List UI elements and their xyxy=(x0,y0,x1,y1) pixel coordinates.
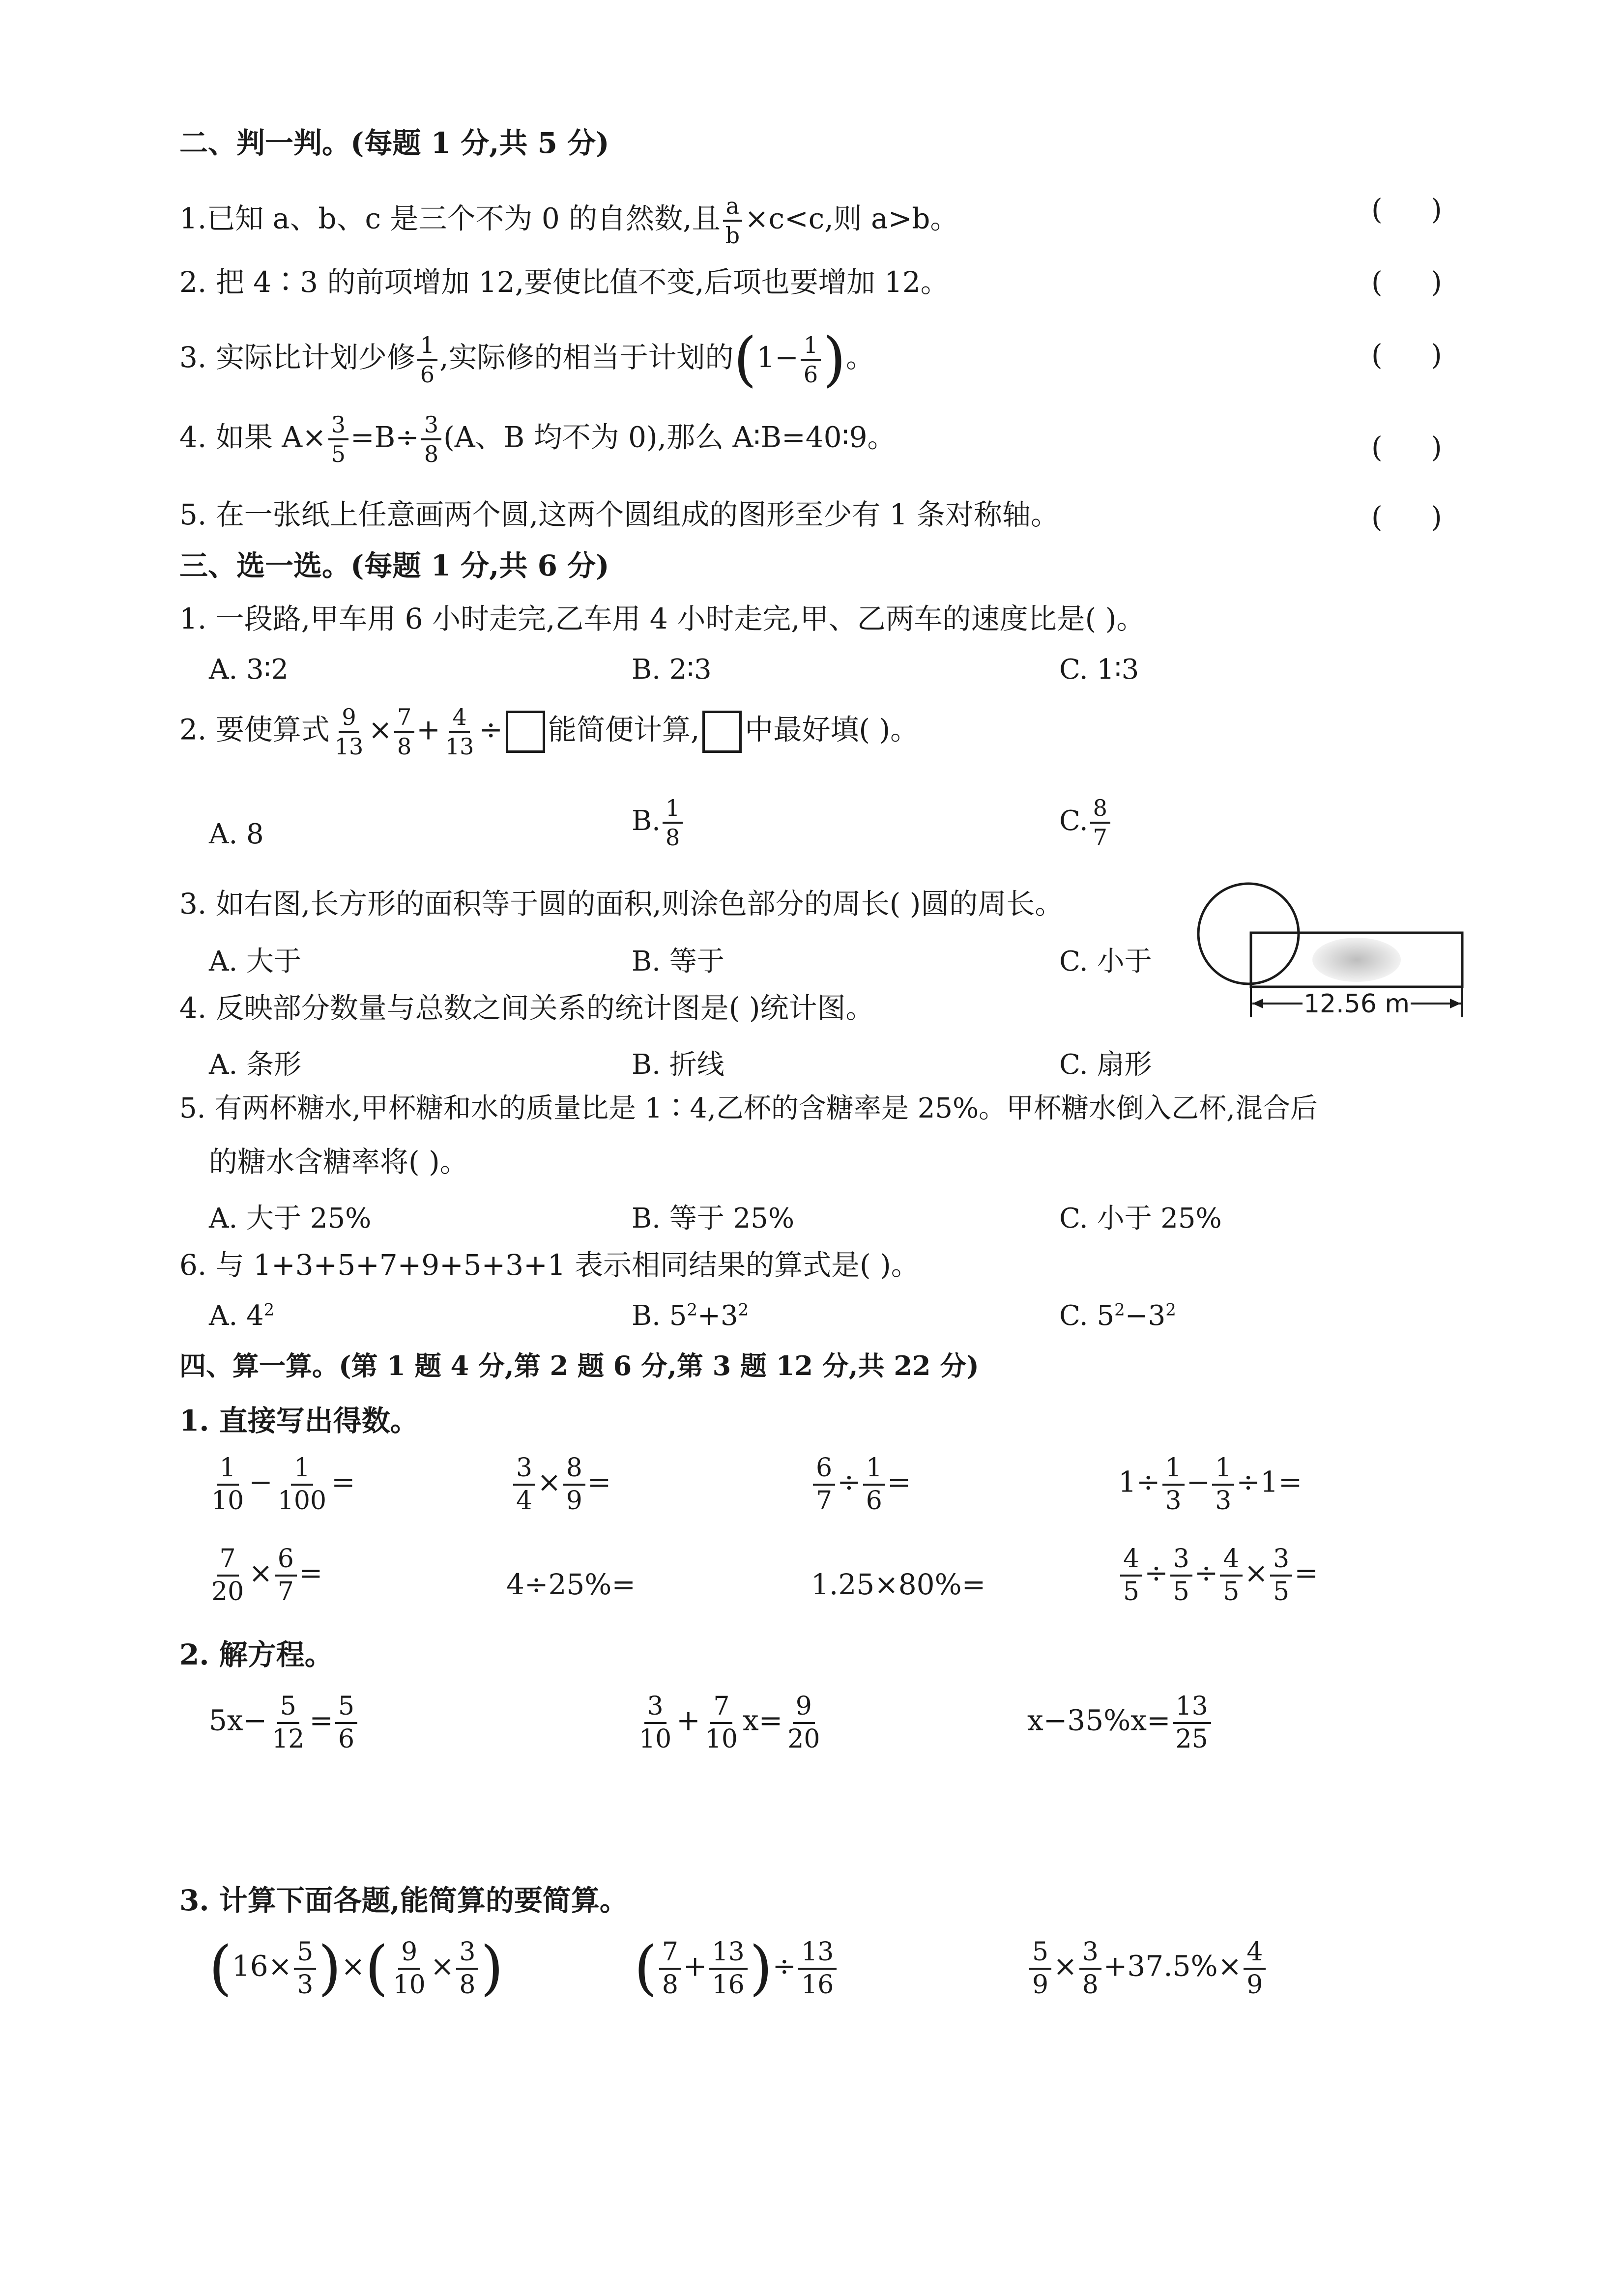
s3-q5-option-b[interactable]: B. 等于 25% xyxy=(632,1203,795,1234)
calc-expression: $\frac{6}{7}$ ÷ $\frac{1}{6}$ = xyxy=(811,1455,911,1514)
arrow-right-icon xyxy=(1450,999,1461,1008)
s3-q2-text-c: + xyxy=(416,713,440,746)
fraction: $\frac{1}{6}$ xyxy=(801,333,821,387)
s2-q3-text-d: 。 xyxy=(845,341,874,374)
answer-parens[interactable]: ( ) xyxy=(1371,193,1462,226)
calc-expression: $\frac{1}{10}$ − $\frac{1}{100}$ = xyxy=(211,1453,355,1516)
s3-q1: 1. 一段路,甲车用 6 小时走完,乙车用 4 小时走完,甲、乙两车的速度比是( )。 xyxy=(179,602,1145,635)
s3-q2-option-b[interactable]: B. $\frac{1}{8}$ xyxy=(632,796,685,850)
s3-q5-option-a[interactable]: A. 大于 25% xyxy=(209,1203,372,1234)
blank-box[interactable] xyxy=(506,711,545,753)
s3-q2-option-a[interactable]: A. 8 xyxy=(209,818,264,850)
fraction: $\frac{7}{8}$ xyxy=(394,705,414,759)
arrow-left-icon xyxy=(1252,999,1263,1008)
s2-q3-text-a: 3. 实际比计划少修 xyxy=(179,341,415,374)
section2-heading: 二、判一判。(每题 1 分,共 5 分) xyxy=(179,126,609,160)
calc-expression: ( $\frac{7}{8}$ + $\frac{13}{16}$ )÷ $\frac{13}{16}$ xyxy=(634,1939,839,1998)
s3-q6: 6. 与 1+3+5+7+9+5+3+1 表示相同结果的算式是( )。 xyxy=(179,1248,920,1282)
s4-part1-title: 1. 直接写出得数。 xyxy=(179,1404,419,1437)
s3-q4: 4. 反映部分数量与总数之间关系的统计图是( )统计图。 xyxy=(179,991,874,1025)
s2-q3-text-c: 1− xyxy=(756,341,799,374)
blank-box[interactable] xyxy=(702,711,742,753)
calc-expression: $\frac{4}{5}$ ÷ $\frac{3}{5}$ ÷ $\frac{4}{5}$ × $\frac{3}{5}$ = xyxy=(1118,1546,1318,1605)
calc-expression: (16× $\frac{5}{3}$ )×( $\frac{9}{10}$ × $\frac{3}{8}$ ) xyxy=(209,1934,504,2003)
answer-parens[interactable]: ( ) xyxy=(1371,500,1462,534)
s3-q4-option-b[interactable]: B. 折线 xyxy=(632,1049,724,1081)
circle-rectangle-figure xyxy=(1189,875,1484,1022)
s3-q6-option-a[interactable]: A. $4^2$ xyxy=(209,1300,275,1332)
equation: $\frac{3}{10}$ + $\frac{7}{10}$ x= $\frac{9}{20}$ xyxy=(639,1692,820,1754)
answer-parens[interactable]: ( ) xyxy=(1371,338,1462,372)
fraction: $\frac{3}{5}$ xyxy=(328,413,348,466)
fraction: $\frac{a}{b}$ xyxy=(723,194,743,248)
s3-q3-option-b[interactable]: B. 等于 xyxy=(632,946,724,977)
fraction: $\frac{4}{13}$ xyxy=(445,704,474,760)
section4-heading: 四、算一算。(第 1 题 4 分,第 2 题 6 分,第 3 题 12 分,共 22 分) xyxy=(179,1350,979,1381)
s3-q2 xyxy=(179,705,919,759)
s2-q3: 3. 实际比计划少修 $\frac{1}{6}$ ,实际修的相当于计划的(1− $\frac{1}{6}$ )。 xyxy=(179,325,874,394)
s3-q5-line2: 的糖水含糖率将( )。 xyxy=(209,1145,468,1178)
answer-parens[interactable]: ( ) xyxy=(1371,265,1462,299)
s2-q4-text-a: 4. 如果 A× xyxy=(179,420,326,454)
calc-expression: $\frac{3}{4}$ × $\frac{8}{9}$ = xyxy=(511,1455,611,1514)
section3-heading: 三、选一选。(每题 1 分,共 6 分) xyxy=(179,549,609,582)
answer-parens[interactable]: ( ) xyxy=(1371,430,1462,464)
equation: x−35%x= $\frac{13}{25}$ xyxy=(1027,1693,1213,1752)
s3-q3-option-a[interactable]: A. 大于 xyxy=(209,946,302,977)
s2-q4-text-b: =B÷ xyxy=(350,420,419,454)
shaded-region xyxy=(1312,938,1401,982)
s3-q2-text-e: 能简便计算, xyxy=(548,713,700,746)
s2-q3-text-b: ,实际修的相当于计划的 xyxy=(439,341,734,374)
fraction: $\frac{3}{8}$ xyxy=(421,413,441,466)
s3-q2-text-b: × xyxy=(368,713,392,746)
calc-expression: $\frac{5}{9}$ × $\frac{3}{8}$ +37.5%× $\frac{4}{9}$ xyxy=(1027,1939,1268,1998)
calc-expression: $\frac{7}{20}$ × $\frac{6}{7}$ = xyxy=(211,1544,323,1607)
s3-q5-line1: 5. 有两杯糖水,甲杯糖和水的质量比是 1∶4,乙杯的含糖率是 25%。甲杯糖水倒入乙杯,混合后 xyxy=(179,1092,1318,1124)
s3-q1-option-a[interactable]: A. 3∶2 xyxy=(209,654,289,686)
s3-q4-option-a[interactable]: A. 条形 xyxy=(209,1049,302,1081)
s3-q2-text-f: 中最好填( )。 xyxy=(745,713,919,746)
s3-q3: 3. 如右图,长方形的面积等于圆的面积,则涂色部分的周长( )圆的周长。 xyxy=(179,887,1064,920)
s3-q1-option-b[interactable]: B. 2∶3 xyxy=(632,654,712,686)
s2-q4 xyxy=(179,413,896,466)
calc-expression: 1÷ $\frac{1}{3}$ − $\frac{1}{3}$ ÷1= xyxy=(1118,1453,1303,1516)
s3-q4-option-c[interactable]: C. 扇形 xyxy=(1059,1049,1152,1081)
s3-q2-text-d: ÷ xyxy=(479,713,503,746)
s2-q5: 5. 在一张纸上任意画两个圆,这两个圆组成的图形至少有 1 条对称轴。 xyxy=(179,498,1059,531)
s2-q4-text-c: (A、B 均不为 0),那么 A∶B=40∶9。 xyxy=(443,420,896,454)
s2-q2: 2. 把 4∶3 的前项增加 12,要使比值不变,后项也要增加 12。 xyxy=(179,265,949,299)
fraction: $\frac{9}{13}$ xyxy=(334,704,364,760)
calc-expression: 1.25×80%= xyxy=(811,1568,986,1601)
s3-q2-option-c[interactable]: C. $\frac{8}{7}$ xyxy=(1059,796,1112,850)
dimension-label: 12.56 m xyxy=(1303,989,1410,1019)
equation: 5x− $\frac{5}{12}$ = $\frac{5}{6}$ xyxy=(209,1693,359,1752)
s4-part3-title: 3. 计算下面各题,能简算的要简算。 xyxy=(179,1884,628,1917)
fraction: $\frac{1}{6}$ xyxy=(417,333,437,387)
s4-part2-title: 2. 解方程。 xyxy=(179,1638,333,1671)
s2-q1-text-b: ×c<c,则 a>b。 xyxy=(745,201,959,235)
s2-q1 xyxy=(179,194,958,248)
s3-q3-option-c[interactable]: C. 小于 xyxy=(1059,946,1152,977)
s3-q2-text-a: 2. 要使算式 xyxy=(179,713,330,746)
s2-q1-text-a: 已知 a、b、c 是三个不为 0 的自然数,且 xyxy=(206,201,721,235)
s3-q6-option-c[interactable]: C. $5^2-3^2$ xyxy=(1059,1300,1176,1332)
calc-expression: 4÷25%= xyxy=(506,1568,636,1601)
s3-q5-option-c[interactable]: C. 小于 25% xyxy=(1059,1203,1222,1234)
s3-q6-option-b[interactable]: B. $5^2+3^2$ xyxy=(632,1300,749,1332)
s3-q1-option-c[interactable]: C. 1∶3 xyxy=(1059,654,1139,686)
s2-q1-num: 1. xyxy=(179,201,207,235)
